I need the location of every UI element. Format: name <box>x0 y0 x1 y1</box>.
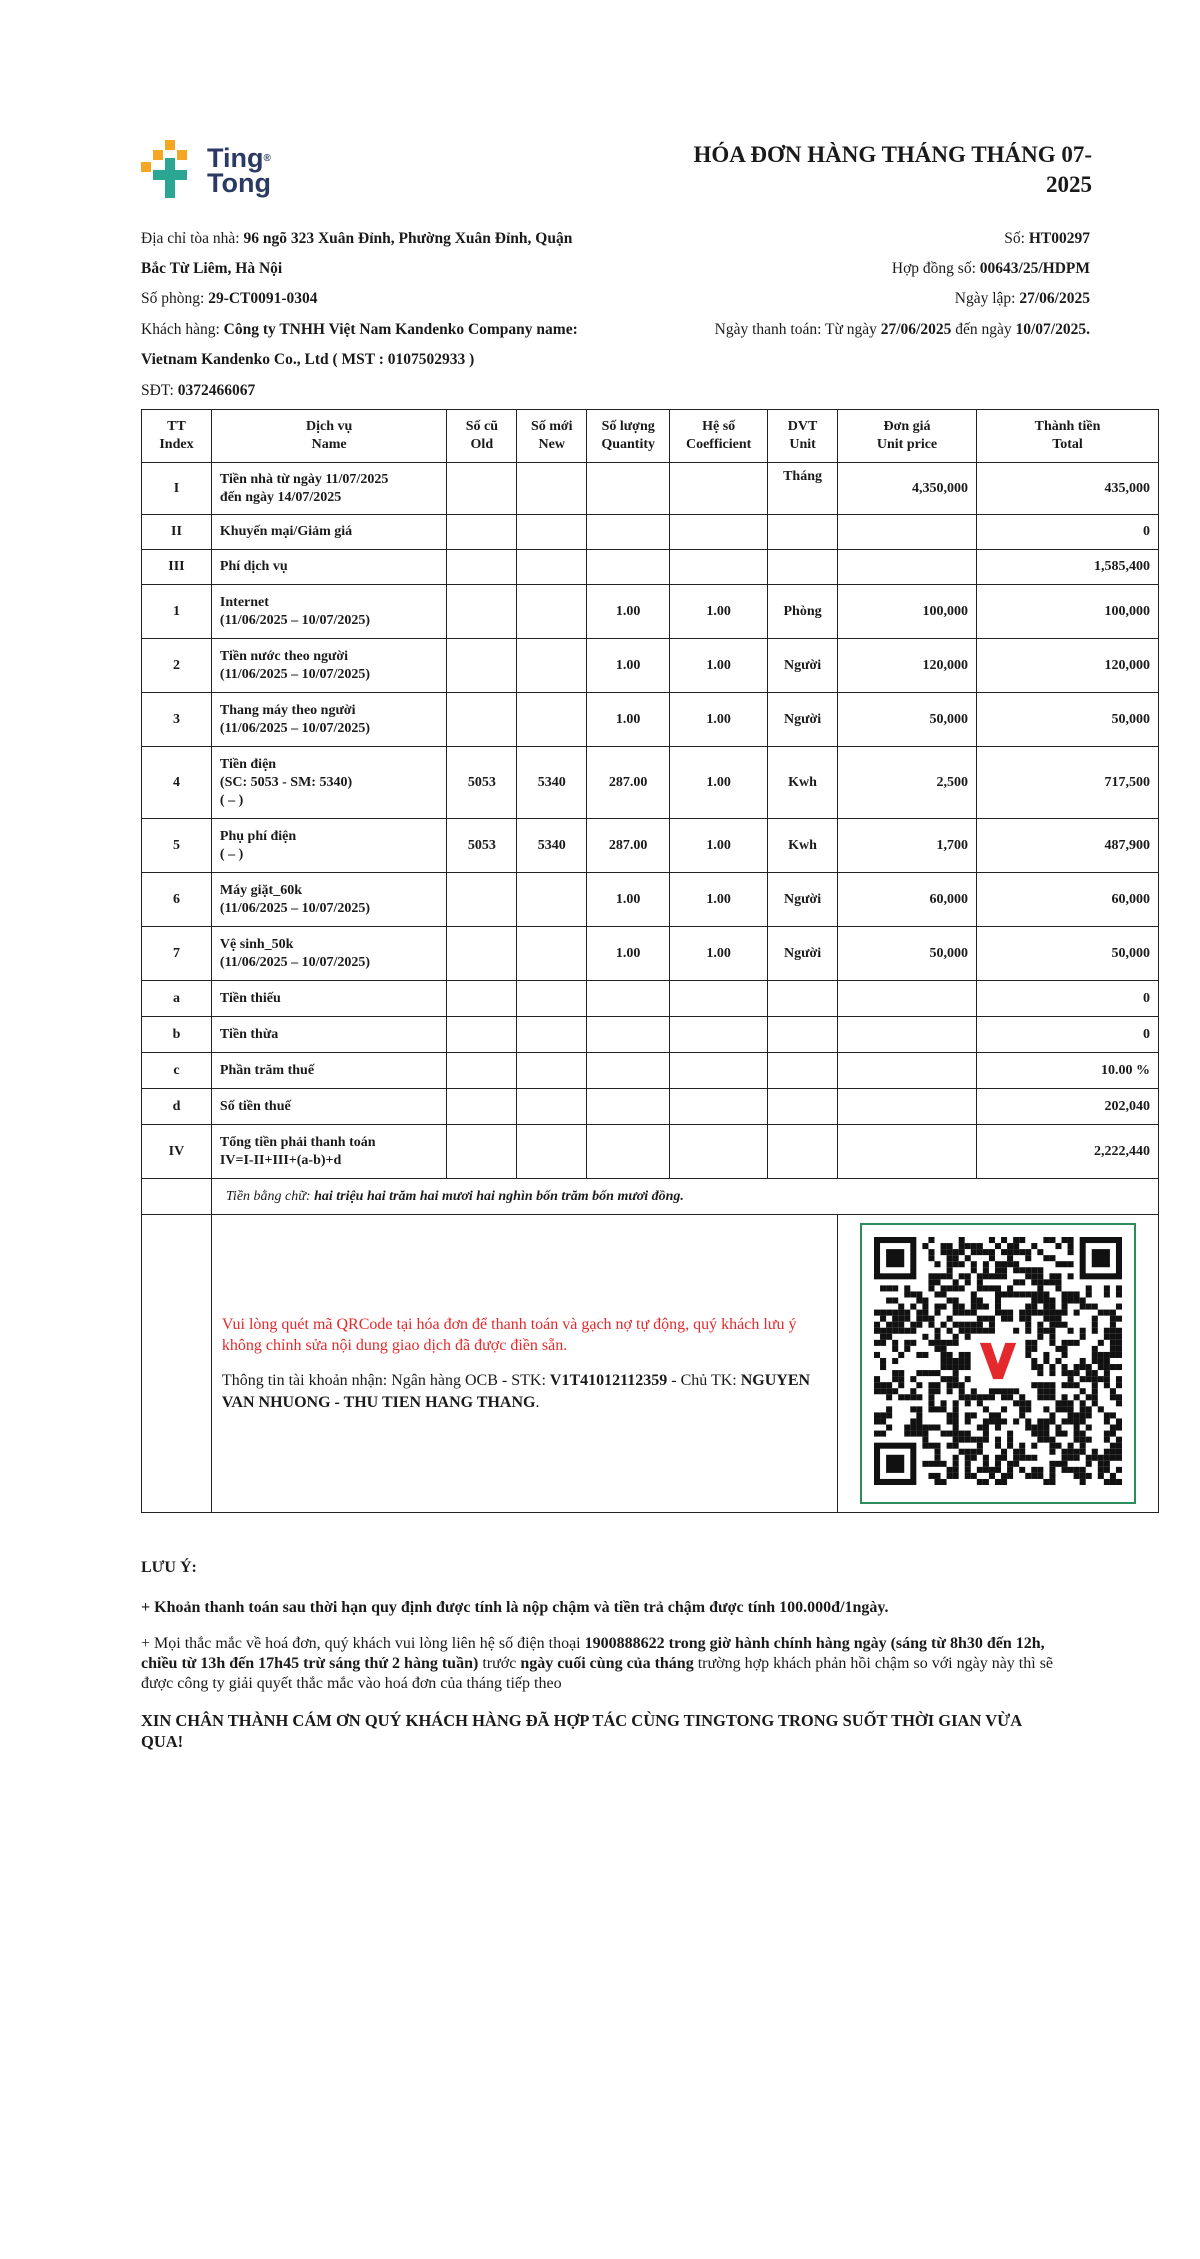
payment-row <box>142 1215 1159 1513</box>
cell-name <box>211 1053 446 1089</box>
cell-price <box>838 981 977 1017</box>
cell-coef: 1.00 <box>670 585 768 639</box>
cell-unit <box>768 1017 838 1053</box>
cell-new <box>517 1053 587 1089</box>
table-header-row <box>142 410 1159 463</box>
cell-price: 120,000 <box>838 639 977 693</box>
service-name-line: ( – ) <box>219 846 244 862</box>
cell-total: 2,222,440 <box>976 1125 1158 1179</box>
cell-price <box>838 1125 977 1179</box>
table-row <box>142 693 1159 747</box>
cell-unit <box>768 550 838 585</box>
service-name-line: Thang máy theo người <box>219 702 356 718</box>
cell-coef: 1.00 <box>670 747 768 819</box>
cell-total: 50,000 <box>976 693 1158 747</box>
cell-new <box>517 515 587 550</box>
cell-qty <box>587 1017 670 1053</box>
qr-frame <box>860 1223 1136 1504</box>
logo-mark-icon <box>141 140 203 202</box>
service-name-line: Tiền điện <box>219 756 277 772</box>
table-row <box>142 1053 1159 1089</box>
cell-qty <box>587 1053 670 1089</box>
service-name-line: Vệ sinh_50k <box>219 936 294 952</box>
cell-qty <box>587 550 670 585</box>
cell-qty <box>587 515 670 550</box>
column-header-vi: Dịch vụ <box>306 419 353 434</box>
building-address: Địa chỉ tòa nhà: 96 ngõ 323 Xuân Đỉnh, Phường Xuân Đỉnh, Quận <box>141 230 573 247</box>
cell-coef: 1.00 <box>670 927 768 981</box>
cell-old <box>447 981 517 1017</box>
invoice-title: HÓA ĐƠN HÀNG THÁNG THÁNG 07-2025 <box>693 142 1092 197</box>
cell-new <box>517 927 587 981</box>
cell-coef: 1.00 <box>670 873 768 927</box>
table-row <box>142 873 1159 927</box>
cell-name <box>211 585 446 639</box>
cell-new <box>517 585 587 639</box>
service-name-line: (SC: 5053 - SM: 5340) <box>219 774 353 790</box>
column-header-en: Total <box>1052 437 1083 452</box>
cell-total: 487,900 <box>976 819 1158 873</box>
cell-total: 120,000 <box>976 639 1158 693</box>
cell-name <box>211 550 446 585</box>
cell-name <box>211 1089 446 1125</box>
service-name-line: Máy giặt_60k <box>219 882 302 898</box>
column-header <box>768 410 838 463</box>
cell-total: 1,585,400 <box>976 550 1158 585</box>
cell-price <box>838 1017 977 1053</box>
service-name-line: (11/06/2025 – 10/07/2025) <box>219 666 371 682</box>
service-name-line: (11/06/2025 – 10/07/2025) <box>219 612 371 628</box>
cell-unit: Người <box>768 639 838 693</box>
cell-old <box>447 463 517 515</box>
cell-coef <box>670 463 768 515</box>
cell-old <box>447 515 517 550</box>
service-name-line: Phần trăm thuế <box>219 1062 315 1078</box>
cell-idx: 3 <box>142 693 212 747</box>
cell-total: 202,040 <box>976 1089 1158 1125</box>
cell-idx: 4 <box>142 747 212 819</box>
cell-qty <box>587 463 670 515</box>
cell-old <box>447 1089 517 1125</box>
cell-name <box>211 463 446 515</box>
column-header-vi: Đơn giá <box>883 419 931 434</box>
cell-total: 50,000 <box>976 927 1158 981</box>
qr-notice: Vui lòng quét mã QRCode tại hóa đơn để thanh toán và gạch nợ tự động, quý khách lưu ý không chỉnh sửa nội dung giao dịch đã được điền sẵn. <box>221 1315 797 1354</box>
invoice-number: Số: HT00297 <box>1004 230 1090 247</box>
cell-idx: d <box>142 1089 212 1125</box>
cell-coef <box>670 981 768 1017</box>
column-header-vi: Hệ số <box>702 419 736 434</box>
cell-old <box>447 639 517 693</box>
cell-unit: Người <box>768 927 838 981</box>
cell-coef <box>670 1089 768 1125</box>
cell-price: 1,700 <box>838 819 977 873</box>
cell-idx: IV <box>142 1125 212 1179</box>
cell-price <box>838 1089 977 1125</box>
column-header-en: Index <box>159 437 194 452</box>
tingtong-logo <box>141 140 281 200</box>
cell-name <box>211 515 446 550</box>
table-row <box>142 819 1159 873</box>
column-header-vi: Số lượng <box>601 419 655 434</box>
cell-total: 435,000 <box>976 463 1158 515</box>
cell-name <box>211 639 446 693</box>
service-name-line: (11/06/2025 – 10/07/2025) <box>219 720 371 736</box>
cell-unit: Kwh <box>768 819 838 873</box>
cell-qty: 1.00 <box>587 585 670 639</box>
cell-qty: 1.00 <box>587 639 670 693</box>
column-header <box>211 410 446 463</box>
column-header-en: Quantity <box>601 437 656 452</box>
cell-old <box>447 550 517 585</box>
cell-total: 717,500 <box>976 747 1158 819</box>
notes-heading: LƯU Ý: <box>141 1559 197 1576</box>
service-name-line: Phụ phí điện <box>219 828 297 844</box>
invoice-page <box>141 138 1158 1751</box>
table-row <box>142 1125 1159 1179</box>
cell-coef: 1.00 <box>670 819 768 873</box>
amount-in-words-row <box>142 1179 1159 1215</box>
cell-idx: 2 <box>142 639 212 693</box>
building-address-line2: Bắc Từ Liêm, Hà Nội <box>141 260 283 277</box>
cell-total: 100,000 <box>976 585 1158 639</box>
cell-unit <box>768 981 838 1017</box>
cell-total: 0 <box>976 981 1158 1017</box>
service-name-line: Phí dịch vụ <box>219 559 288 574</box>
column-header-vi: Thành tiền <box>1034 419 1101 434</box>
table-row <box>142 1017 1159 1053</box>
qr-code-icon[interactable] <box>874 1237 1122 1485</box>
cell-idx: b <box>142 1017 212 1053</box>
column-header-vi: DVT <box>787 419 818 434</box>
service-name-line: (11/06/2025 – 10/07/2025) <box>219 954 371 970</box>
cell-total: 0 <box>976 515 1158 550</box>
cell-price: 4,350,000 <box>838 463 977 515</box>
cell-qty: 1.00 <box>587 927 670 981</box>
table-row <box>142 1089 1159 1125</box>
cell-old <box>447 1017 517 1053</box>
cell-qty <box>587 981 670 1017</box>
cell-new <box>517 550 587 585</box>
bank-account-info: Thông tin tài khoản nhận: Ngân hàng OCB - STK: V1T41012112359 - Chủ TK: NGUYEN VAN NHUONG - THU TIEN HANG THANG. <box>221 1371 811 1411</box>
table-row <box>142 747 1159 819</box>
service-name-line: (11/06/2025 – 10/07/2025) <box>219 900 371 916</box>
service-name-line: Khuyến mại/Giảm giá <box>219 524 353 539</box>
cell-coef <box>670 1125 768 1179</box>
cell-qty: 287.00 <box>587 747 670 819</box>
cell-old <box>447 927 517 981</box>
table-row <box>142 463 1159 515</box>
cell-coef <box>670 1053 768 1089</box>
cell-new <box>517 873 587 927</box>
notes-section <box>141 1558 1061 1768</box>
service-name-line: Tổng tiền phải thanh toán <box>219 1134 376 1150</box>
column-header <box>587 410 670 463</box>
service-name-line: đến ngày 14/07/2025 <box>219 489 342 505</box>
cell-name <box>211 1125 446 1179</box>
table-row <box>142 927 1159 981</box>
column-header-en: Unit price <box>876 437 938 452</box>
cell-idx: a <box>142 981 212 1017</box>
cell-old <box>447 1053 517 1089</box>
customer-name-line2: Vietnam Kandenko Co., Ltd ( MST : 0107502933 ) <box>141 351 475 368</box>
service-name-line: Internet <box>219 594 269 610</box>
cell-total: 10.00 % <box>976 1053 1158 1089</box>
cell-unit: Kwh <box>768 747 838 819</box>
late-fee-note: + Khoản thanh toán sau thời hạn quy định được tính là nộp chậm và tiền trả chậm được tính 100.000đ/1ngày. <box>141 1599 889 1616</box>
table-row <box>142 981 1159 1017</box>
cell-new <box>517 463 587 515</box>
cell-name <box>211 1017 446 1053</box>
issue-date: Ngày lập: 27/06/2025 <box>954 290 1090 307</box>
cell-name <box>211 981 446 1017</box>
cell-coef: 1.00 <box>670 693 768 747</box>
column-header <box>670 410 768 463</box>
customer-phone: SĐT: 0372466067 <box>141 382 256 399</box>
cell-idx: I <box>142 463 212 515</box>
service-name-line: Tiền nước theo người <box>219 648 349 664</box>
cell-price: 2,500 <box>838 747 977 819</box>
cell-unit <box>768 515 838 550</box>
cell-name <box>211 693 446 747</box>
service-name-line: Tiền nhà từ ngày 11/07/2025 <box>219 471 389 487</box>
cell-unit: Người <box>768 873 838 927</box>
customer-name: Khách hàng: Công ty TNHH Việt Nam Kandenko Company name: <box>141 321 578 338</box>
invoice-table <box>141 409 1159 1513</box>
column-header-vi: Số mới <box>530 419 573 434</box>
payment-info <box>211 1215 837 1513</box>
cell-qty <box>587 1125 670 1179</box>
cell-total: 60,000 <box>976 873 1158 927</box>
column-header <box>517 410 587 463</box>
cell-old <box>447 873 517 927</box>
room-number: Số phòng: 29-CT0091-0304 <box>141 290 318 307</box>
cell-old <box>447 693 517 747</box>
cell-idx: II <box>142 515 212 550</box>
cell-price <box>838 515 977 550</box>
thank-you-message: XIN CHÂN THÀNH CÁM ƠN QUÝ KHÁCH HÀNG ĐÃ HỢP TÁC CÙNG TINGTONG TRONG SUỐT THỜI GIAN VỪA QUA! <box>141 1711 1022 1751</box>
column-header <box>447 410 517 463</box>
cell-price: 50,000 <box>838 693 977 747</box>
cell-coef <box>670 515 768 550</box>
cell-idx: 5 <box>142 819 212 873</box>
service-name-line: Tiền thừa <box>219 1026 279 1042</box>
table-row <box>142 585 1159 639</box>
cell-unit <box>768 1125 838 1179</box>
contract-number: Hợp đồng số: 00643/25/HDPM <box>891 260 1090 277</box>
cell-new <box>517 1017 587 1053</box>
cell-coef <box>670 1017 768 1053</box>
cell-price: 100,000 <box>838 585 977 639</box>
cell-qty: 1.00 <box>587 873 670 927</box>
cell-coef <box>670 550 768 585</box>
invoice-header <box>141 138 1158 230</box>
contact-note: + Mọi thắc mắc về hoá đơn, quý khách vui lòng liên hệ số điện thoại 1900888622 trong giờ hành chính hàng ngày (sáng từ 8h30 đến 12h, chiều từ 13h đến 17h45 trừ sáng thứ 2 hàng tuần) trước ngày cuối cùng của tháng trường hợp khách phản hồi chậm so với ngày này thì sẽ được công ty giải quyết thắc mắc vào hoá đơn của tháng tiếp theo <box>141 1635 1054 1692</box>
column-header <box>142 410 212 463</box>
table-row <box>142 550 1159 585</box>
cell-price: 50,000 <box>838 927 977 981</box>
service-name-line: ( – ) <box>219 792 244 808</box>
cell-name <box>211 747 446 819</box>
cell-qty: 1.00 <box>587 693 670 747</box>
cell-old <box>447 585 517 639</box>
service-name-line: IV=I-II+III+(a-b)+d <box>219 1152 342 1168</box>
cell-new <box>517 1125 587 1179</box>
cell-total: 0 <box>976 1017 1158 1053</box>
cell-idx: III <box>142 550 212 585</box>
logo-wordmark: Ting® Tong <box>207 143 271 198</box>
cell-old: 5053 <box>447 819 517 873</box>
cell-price <box>838 1053 977 1089</box>
cell-qty <box>587 1089 670 1125</box>
column-header-en: Unit <box>789 437 816 452</box>
service-name-line: Tiền thiếu <box>219 990 281 1006</box>
cell-unit: Phòng <box>768 585 838 639</box>
column-header-vi: TT <box>167 419 186 434</box>
cell-price <box>838 550 977 585</box>
cell-new: 5340 <box>517 747 587 819</box>
cell-qty: 287.00 <box>587 819 670 873</box>
cell-name <box>211 819 446 873</box>
cell-new: 5340 <box>517 819 587 873</box>
column-header <box>976 410 1158 463</box>
cell-idx: c <box>142 1053 212 1089</box>
service-name-line: Số tiền thuế <box>219 1098 291 1114</box>
cell-new <box>517 693 587 747</box>
cell-coef: 1.00 <box>670 639 768 693</box>
payment-period: Ngày thanh toán: Từ ngày 27/06/2025 đến ngày 10/07/2025. <box>714 321 1090 338</box>
cell-new <box>517 981 587 1017</box>
cell-idx: 6 <box>142 873 212 927</box>
cell-new <box>517 639 587 693</box>
cell-idx: 1 <box>142 585 212 639</box>
cell-old: 5053 <box>447 747 517 819</box>
column-header <box>838 410 977 463</box>
cell-unit <box>768 1053 838 1089</box>
cell-new <box>517 1089 587 1125</box>
amount-in-words: Tiền bằng chữ: hai triệu hai trăm hai mươi hai nghìn bốn trăm bốn mươi đồng. <box>211 1179 1158 1215</box>
table-row <box>142 515 1159 550</box>
cell-unit: Tháng <box>768 463 838 515</box>
column-header-en: Name <box>311 437 347 452</box>
cell-name <box>211 927 446 981</box>
column-header-en: Old <box>470 437 494 452</box>
cell-idx: 7 <box>142 927 212 981</box>
qr-cell <box>838 1215 1159 1513</box>
cell-price: 60,000 <box>838 873 977 927</box>
cell-unit <box>768 1089 838 1125</box>
cell-old <box>447 1125 517 1179</box>
cell-unit: Người <box>768 693 838 747</box>
column-header-vi: Số cũ <box>465 419 498 434</box>
column-header-en: Coefficient <box>685 437 752 452</box>
column-header-en: New <box>538 437 565 452</box>
cell-name <box>211 873 446 927</box>
table-row <box>142 639 1159 693</box>
